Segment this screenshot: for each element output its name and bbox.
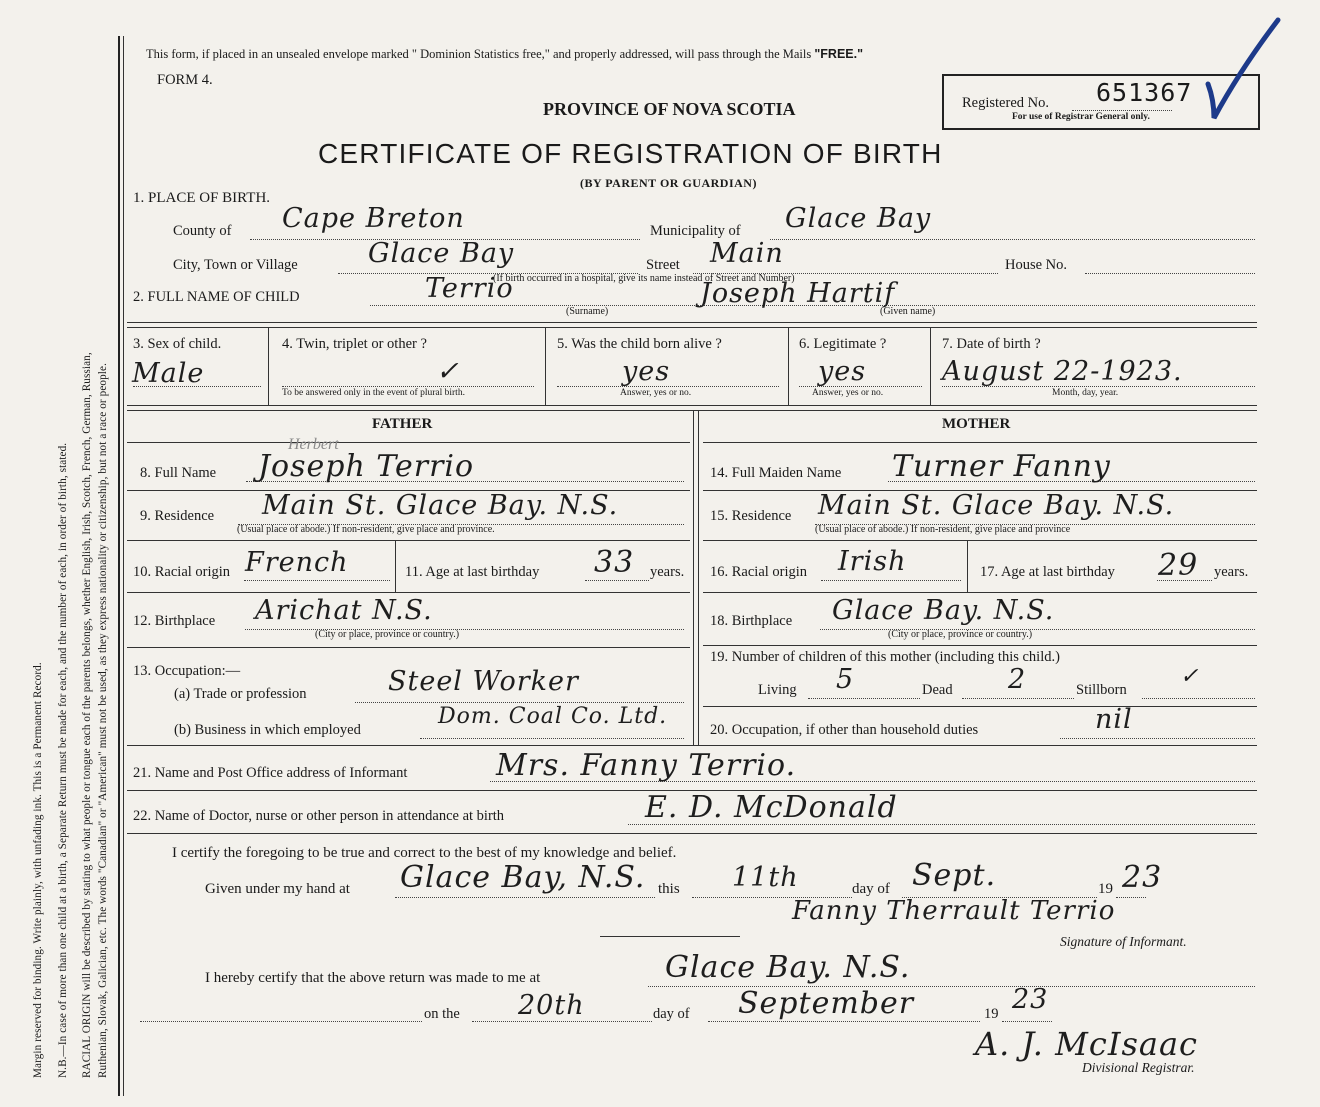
registrar-note: For use of Registrar General only.: [1012, 112, 1150, 122]
legitimate-label: 6. Legitimate ?: [799, 336, 887, 352]
mother-heading: MOTHER: [942, 416, 1011, 432]
sex-value: Male: [132, 358, 205, 389]
father-trade-value: Steel Worker: [388, 666, 579, 697]
mother-residence-note: (Usual place of abode.) If non-resident, give place and province: [815, 524, 1071, 535]
province-heading: PROVINCE OF NOVA SCOTIA: [543, 99, 796, 119]
registrar-place-value: Glace Bay. N.S.: [665, 950, 911, 985]
stillborn-label: Stillborn: [1076, 682, 1127, 698]
mother-occupation-label: 20. Occupation, if other than household duties: [710, 722, 979, 738]
doctor-label: 22. Name of Doctor, nurse or other person in attendance at birth: [133, 808, 505, 824]
mother-birthplace-note: (City or place, province or country.): [888, 629, 1033, 640]
father-occupation-label: 13. Occupation:—: [133, 663, 241, 679]
father-heading: FATHER: [372, 416, 433, 432]
born-alive-label: 5. Was the child born alive ?: [557, 336, 722, 352]
margin-note-racial-origin-cont: Ruthenian, Slovak, Galician, etc. The words "Canadian" or "American" must not be used, as they express nationality or citizenship, but not a race or people.: [97, 363, 109, 1078]
mother-children-label: 19. Number of children of this mother (including this child.): [710, 649, 1060, 665]
living-value: 5: [836, 664, 855, 695]
mother-birthplace-value: Glace Bay. N.S.: [832, 595, 1055, 626]
registrar-month-value: September: [738, 986, 915, 1021]
this-label: this: [658, 881, 680, 897]
on-the-label: on the: [424, 1006, 460, 1022]
postal-note: This form, if placed in an unsealed envelope marked " Dominion Statistics free," and properly addressed, will pass through the Mails "FREE.": [146, 47, 864, 61]
father-birthplace-value: Arichat N.S.: [255, 595, 433, 626]
father-age-label: 11. Age at last birthday: [405, 564, 540, 580]
twin-label: 4. Twin, triplet or other ?: [282, 336, 427, 352]
county-value: Cape Breton: [282, 203, 465, 234]
date-of-birth-note: Month, day, year.: [1052, 388, 1119, 398]
margin-note-racial-origin: RACIAL ORIGIN will be described by stating to what people or tongue each of the parents belongs, whether English, Irish, Scotch, French, German, Russian,: [81, 352, 93, 1078]
registrar-day-of-label: day of: [653, 1006, 690, 1022]
given-name-caption: (Given name): [880, 306, 936, 317]
municipality-label: Municipality of: [650, 223, 741, 239]
father-age-value: 33: [594, 545, 635, 580]
father-birthplace-label: 12. Birthplace: [133, 613, 216, 629]
mother-age-label: 17. Age at last birthday: [980, 564, 1115, 580]
sex-label: 3. Sex of child.: [133, 336, 222, 352]
registrar-year-prefix: 19: [984, 1006, 999, 1022]
street-value: Main: [710, 238, 784, 269]
informant-value: Mrs. Fanny Terrio.: [496, 748, 797, 783]
father-name-insert: Herbert: [288, 436, 339, 453]
county-label: County of: [173, 223, 232, 239]
registrar-year-value: 23: [1012, 984, 1049, 1015]
municipality-value: Glace Bay: [785, 203, 932, 234]
house-number-label: House No.: [1005, 257, 1068, 273]
father-trade-label: (a) Trade or profession: [174, 686, 307, 702]
legitimate-value: yes: [818, 356, 867, 387]
father-business-label: (b) Business in which employed: [174, 722, 361, 738]
father-business-value: Dom. Coal Co. Ltd.: [438, 704, 668, 729]
dead-value: 2: [1008, 664, 1027, 695]
father-birthplace-note: (City or place, province or country.): [315, 629, 460, 640]
registrar-day-value: 20th: [518, 990, 585, 1021]
mother-age-value: 29: [1158, 548, 1199, 583]
binding-margin: [8, 8, 120, 1098]
hospital-note: (If birth occurred in a hospital, give its name instead of Street and Number): [493, 273, 795, 284]
given-under-label: Given under my hand at: [205, 881, 350, 897]
informant-signature-label: Signature of Informant.: [1060, 934, 1187, 949]
year-prefix: 19: [1098, 881, 1113, 897]
certificate-title: CERTIFICATE OF REGISTRATION OF BIRTH: [318, 138, 943, 169]
father-name-label: 8. Full Name: [140, 465, 217, 481]
margin-note-multiple-births: N.B.—In case of more than one child at a birth, a Separate Return must be made for each, and the number of each, in order of birth, stated.: [57, 442, 69, 1078]
date-of-birth-label: 7. Date of birth ?: [942, 336, 1041, 352]
mother-racial-value: Irish: [838, 546, 907, 577]
informant-label: 21. Name and Post Office address of Informant: [133, 765, 408, 781]
mother-age-unit: years.: [1214, 564, 1249, 580]
father-residence-label: 9. Residence: [140, 508, 215, 524]
place-of-birth-heading: 1. PLACE OF BIRTH.: [133, 190, 271, 206]
dead-label: Dead: [922, 682, 953, 698]
mother-occupation-value: nil: [1095, 704, 1133, 735]
mother-name-label: 14. Full Maiden Name: [710, 465, 842, 481]
checkmark-icon: [1200, 14, 1284, 124]
year-value: 23: [1122, 860, 1163, 895]
mother-residence-value: Main St. Glace Bay. N.S.: [818, 490, 1175, 521]
stillborn-value: ✓: [1180, 664, 1200, 689]
father-racial-label: 10. Racial origin: [133, 564, 231, 580]
margin-rule: [118, 36, 120, 1096]
informant-signature: Fanny Therrault Terrio: [792, 896, 1116, 926]
mother-racial-label: 16. Racial origin: [710, 564, 808, 580]
doctor-value: E. D. McDonald: [645, 790, 898, 825]
father-racial-value: French: [245, 547, 349, 578]
postal-free: "FREE.": [814, 47, 864, 61]
twin-note: To be answered only in the event of plural birth.: [282, 388, 465, 398]
twin-value: ✓: [436, 356, 460, 387]
registrar-signature-label: Divisional Registrar.: [1082, 1060, 1195, 1075]
day-value: 11th: [732, 862, 799, 893]
born-alive-note: Answer, yes or no.: [620, 388, 692, 398]
registered-number: 651367: [1096, 78, 1193, 107]
father-name-value: Joseph Terrio: [258, 449, 475, 484]
margin-note-binding: Margin reserved for binding. Write plainly, with unfading ink. This is a Permanent Record.: [32, 662, 44, 1078]
child-name-label: 2. FULL NAME OF CHILD: [133, 289, 300, 305]
given-place-value: Glace Bay, N.S.: [400, 860, 646, 895]
father-residence-value: Main St. Glace Bay. N.S.: [262, 490, 619, 521]
mother-residence-label: 15. Residence: [710, 508, 792, 524]
day-of-label: day of: [852, 881, 890, 897]
surname-caption: (Surname): [566, 306, 609, 317]
city-label: City, Town or Village: [173, 257, 298, 273]
registrar-statement: I hereby certify that the above return was made to me at: [205, 970, 541, 986]
father-age-unit: years.: [650, 564, 685, 580]
father-residence-note: (Usual place of abode.) If non-resident, give place and province.: [237, 524, 495, 535]
born-alive-value: yes: [622, 356, 671, 387]
living-label: Living: [758, 682, 797, 698]
form-number: FORM 4.: [157, 72, 213, 88]
child-given-name-value: Joseph Hartif: [700, 278, 896, 309]
certificate-subtitle: (BY PARENT OR GUARDIAN): [580, 176, 757, 190]
date-of-birth-value: August 22-1923.: [942, 356, 1183, 387]
registered-label: Registered No.: [962, 95, 1049, 111]
margin-rule-inner: [123, 36, 124, 1096]
mother-birthplace-label: 18. Birthplace: [710, 613, 793, 629]
city-value: Glace Bay: [368, 238, 515, 269]
child-surname-value: Terrio: [425, 273, 514, 304]
registrar-signature: A. J. McIsaac: [975, 1025, 1198, 1063]
mother-name-value: Turner Fanny: [892, 449, 1111, 484]
certification-statement: I certify the foregoing to be true and correct to the best of my knowledge and belief.: [172, 845, 677, 861]
street-label: Street: [646, 257, 680, 273]
month-value: Sept.: [912, 858, 997, 893]
legitimate-note: Answer, yes or no.: [812, 388, 884, 398]
